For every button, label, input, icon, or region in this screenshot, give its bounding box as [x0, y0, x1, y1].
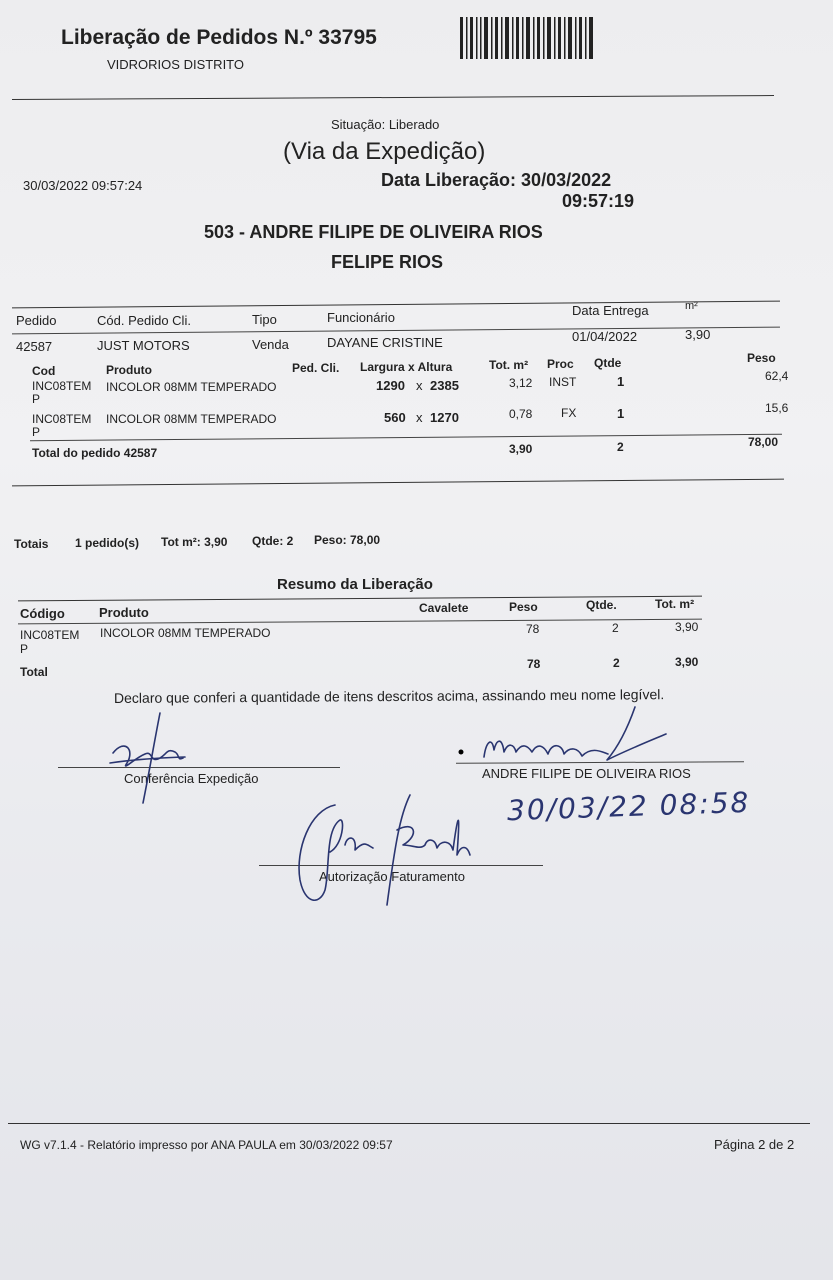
item-altura: 1270	[430, 410, 459, 425]
item-cod: INC08TEM	[32, 379, 92, 393]
order-tipo: Venda	[252, 337, 289, 352]
col-tipo: Tipo	[252, 312, 277, 327]
item-tot-m2: 0,78	[509, 407, 533, 421]
client-fantasy: FELIPE RIOS	[331, 252, 444, 272]
company-name: VIDRORIOS DISTRITO	[107, 57, 244, 72]
item-col-qtde: Qtde	[594, 356, 622, 370]
order-data-entrega: 01/04/2022	[572, 329, 638, 344]
header-divider	[12, 95, 774, 100]
item-col-proc: Proc	[547, 357, 574, 371]
summary-total-label: Total	[20, 665, 48, 679]
item-produto: INCOLOR 08MM TEMPERADO	[106, 412, 277, 426]
totals-qtde: Qtde: 2	[252, 534, 294, 548]
totals-m2: Tot m²: 3,90	[161, 535, 228, 549]
order-total-divider	[30, 434, 782, 442]
signature-label-autorizacao: Autorização Faturamento	[319, 869, 465, 884]
totals-pedidos: 1 pedido(s)	[75, 536, 140, 550]
order-total-m2: 3,90	[509, 442, 533, 456]
order-table-top	[12, 301, 780, 309]
summary-row	[20, 628, 79, 656]
print-datetime: 30/03/2022 09:57:24	[23, 178, 143, 193]
order-table-bottom	[12, 479, 784, 487]
client-name: 503 - ANDRE FILIPE DE OLIVEIRA RIOS	[204, 222, 543, 242]
summary-codigo-suffix: P	[20, 642, 29, 656]
summary-produto: INCOLOR 08MM TEMPERADO	[100, 626, 271, 640]
order-funcionario: DAYANE CRISTINE	[327, 335, 443, 350]
item-tot-m2: 3,12	[509, 376, 533, 390]
item-col-tot-m2: Tot. m²	[489, 358, 529, 372]
handwritten-date: 30/03/22 08:58	[506, 785, 751, 828]
via-label: (Via da Expedição)	[283, 138, 486, 165]
item-altura: 2385	[430, 378, 459, 393]
release-date: Data Liberação: 30/03/2022	[381, 170, 612, 190]
item-col-peso: Peso	[747, 351, 776, 365]
item-x: x	[416, 378, 423, 393]
item-qtde: 1	[617, 374, 625, 389]
item-proc: FX	[561, 406, 577, 420]
item-proc: INST	[549, 375, 577, 389]
summary-col-peso: Peso	[509, 600, 538, 614]
col-funcionario: Funcionário	[327, 310, 395, 325]
item-produto: INCOLOR 08MM TEMPERADO	[106, 380, 277, 394]
totals-peso: Peso: 78,00	[314, 533, 381, 547]
barcode	[460, 17, 595, 59]
summary-col-tot-m2: Tot. m²	[655, 597, 695, 611]
signature-label-conferencia: Conferência Expedição	[124, 771, 259, 786]
item-col-produto: Produto	[106, 363, 152, 377]
col-pedido: Pedido	[16, 313, 57, 328]
declaration: Declaro que conferi a quantidade de itens descritos acima, assinando meu nome legível.	[113, 686, 665, 706]
item-cod-suffix: P	[32, 392, 41, 406]
summary-col-codigo: Código	[20, 606, 65, 621]
item-col-ped-cli: Ped. Cli.	[292, 361, 340, 375]
summary-peso: 78	[526, 622, 540, 636]
summary-total-qtde: 2	[613, 656, 620, 670]
item-largura: 1290	[376, 378, 405, 393]
summary-col-cavalete: Cavalete	[419, 601, 469, 615]
item-peso: 15,6	[765, 401, 789, 415]
summary-title: Resumo da Liberação	[277, 576, 433, 593]
order-total-peso: 78,00	[748, 435, 779, 449]
signature-cliente	[452, 702, 672, 774]
col-m2: m²	[685, 300, 698, 312]
summary-total-tot-m2: 3,90	[675, 655, 699, 669]
release-time: 09:57:19	[562, 191, 635, 211]
item-x: x	[416, 410, 423, 425]
signature-conferencia	[105, 708, 195, 808]
item-col-cod: Cod	[32, 364, 56, 378]
footer-divider	[8, 1123, 810, 1124]
item-qtde: 1	[617, 406, 625, 421]
totals-label: Totais	[14, 537, 49, 551]
item-row	[32, 413, 91, 439]
footer-page-number: Página 2 de 2	[714, 1137, 795, 1152]
item-largura: 560	[384, 410, 406, 425]
situation: Situação: Liberado	[331, 117, 440, 132]
summary-col-qtde: Qtde.	[586, 598, 617, 612]
summary-col-produto: Produto	[99, 605, 149, 620]
order-pedido: 42587	[16, 339, 53, 354]
summary-tot-m2: 3,90	[675, 620, 699, 634]
item-cod-suffix: P	[32, 425, 41, 439]
summary-total-peso: 78	[527, 657, 541, 671]
summary-qtde: 2	[612, 621, 619, 635]
item-row	[32, 380, 91, 406]
order-total-label: Total do pedido 42587	[32, 446, 158, 460]
footer-report-info: WG v7.1.4 - Relatório impresso por ANA PAULA em 30/03/2022 09:57	[20, 1138, 393, 1152]
signature-label-cliente: ANDRE FILIPE DE OLIVEIRA RIOS	[482, 766, 691, 781]
col-cod-pedido-cli: Cód. Pedido Cli.	[97, 313, 191, 328]
order-cod-pedido-cli: JUST MOTORS	[97, 338, 190, 353]
item-cod: INC08TEM	[32, 412, 92, 426]
item-col-largura-altura: Largura x Altura	[360, 360, 453, 374]
col-data-entrega: Data Entrega	[572, 303, 649, 318]
item-peso: 62,4	[765, 369, 789, 383]
signature-autorizacao	[285, 790, 485, 910]
signature-line-conferencia	[58, 767, 340, 768]
order-m2: 3,90	[685, 327, 711, 342]
summary-codigo: INC08TEM	[20, 628, 80, 642]
page-title: Liberação de Pedidos N.º 33795	[61, 26, 377, 49]
order-total-qtde: 2	[617, 440, 624, 454]
